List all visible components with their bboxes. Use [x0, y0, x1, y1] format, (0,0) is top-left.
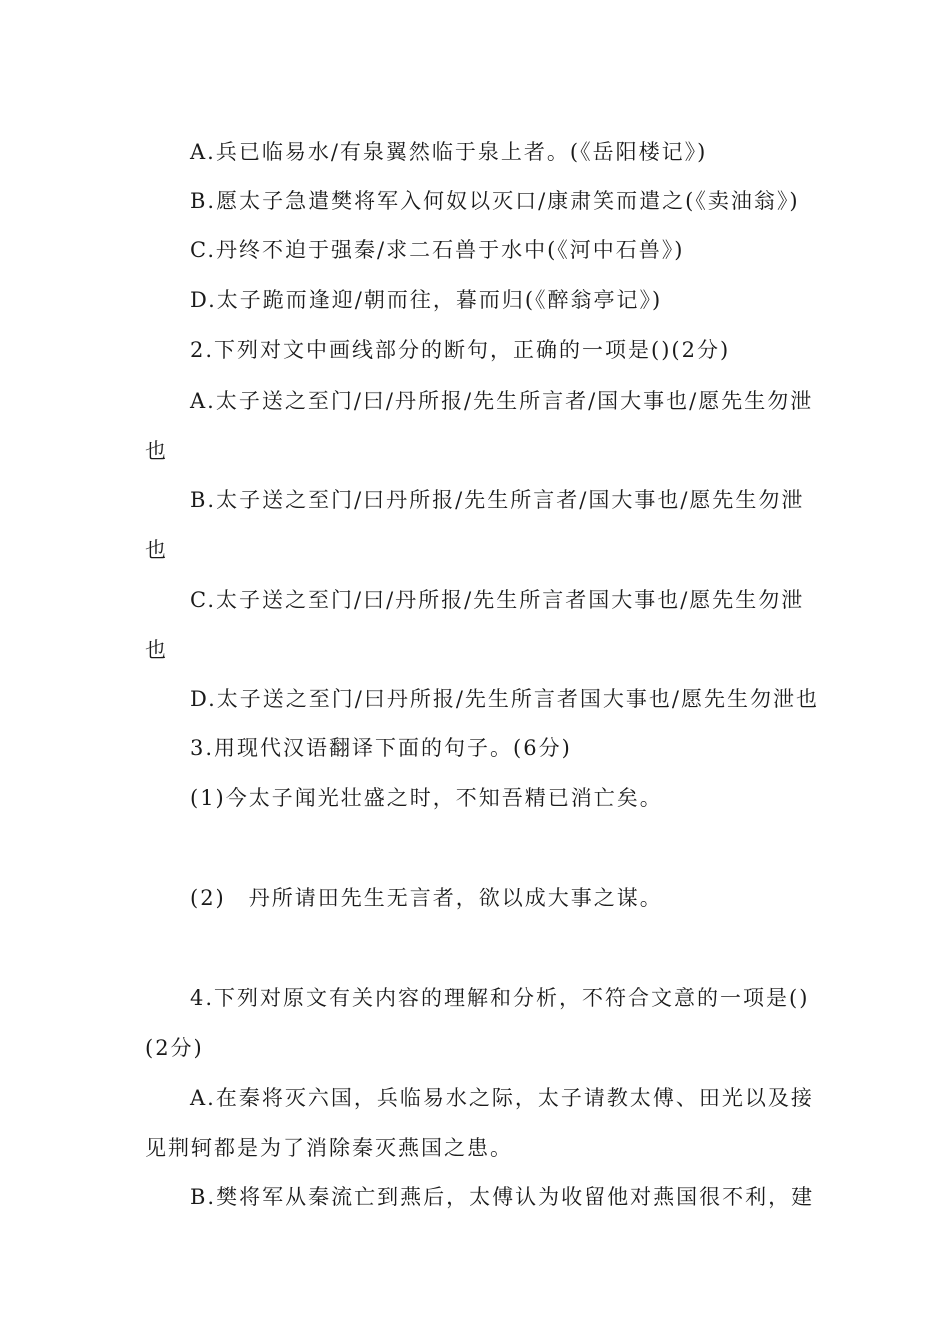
- question-2-stem: 2.下列对文中画线部分的断句，正确的一项是()(2分): [190, 338, 731, 362]
- option-a-q4: A.在秦将灭六国，兵临易水之际，太子请教太傅、田光以及接: [190, 1086, 814, 1110]
- option-a-q2-cont: 也: [145, 439, 168, 463]
- question-3-stem: 3.用现代汉语翻译下面的句子。(6分): [190, 736, 572, 760]
- option-a-q1: A.兵已临易水/有泉翼然临于泉上者。(《岳阳楼记》): [190, 140, 708, 164]
- option-a-q2: A.太子送之至门/曰/丹所报/先生所言者/国大事也/愿先生勿泄: [190, 389, 814, 413]
- option-d-q2: D.太子送之至门/曰丹所报/先生所言者国大事也/愿先生勿泄也: [190, 687, 819, 711]
- option-b-q2: B.太子送之至门/曰丹所报/先生所言者/国大事也/愿先生勿泄: [190, 488, 805, 512]
- option-c-q2-cont: 也: [145, 638, 168, 662]
- option-c-q2: C.太子送之至门/曰/丹所报/先生所言者国大事也/愿先生勿泄: [190, 588, 805, 612]
- question-4-stem-cont: (2分): [145, 1036, 204, 1060]
- option-d-q1: D.太子跪而逢迎/朝而往，暮而归(《醉翁亭记》): [190, 288, 663, 312]
- option-a-q4-cont: 见荆轲都是为了消除秦灭燕国之患。: [145, 1136, 513, 1160]
- option-c-q1: C.丹终不迫于强秦/求二石兽于水中(《河中石兽》): [190, 238, 685, 262]
- question-4-stem: 4.下列对原文有关内容的理解和分析，不符合文意的一项是(): [190, 986, 810, 1010]
- question-3-sentence-2: (2) 丹所请田先生无言者，欲以成大事之谋。: [190, 886, 663, 910]
- question-3-sentence-1: (1)今太子闻光壮盛之时，不知吾精已消亡矣。: [190, 786, 663, 810]
- option-b-q2-cont: 也: [145, 538, 168, 562]
- option-b-q4: B.樊将军从秦流亡到燕后，太傅认为收留他对燕国很不利，建: [190, 1185, 815, 1209]
- option-b-q1: B.愿太子急遣樊将军入何奴以灭口/康肃笑而遣之(《卖油翁》): [190, 189, 800, 213]
